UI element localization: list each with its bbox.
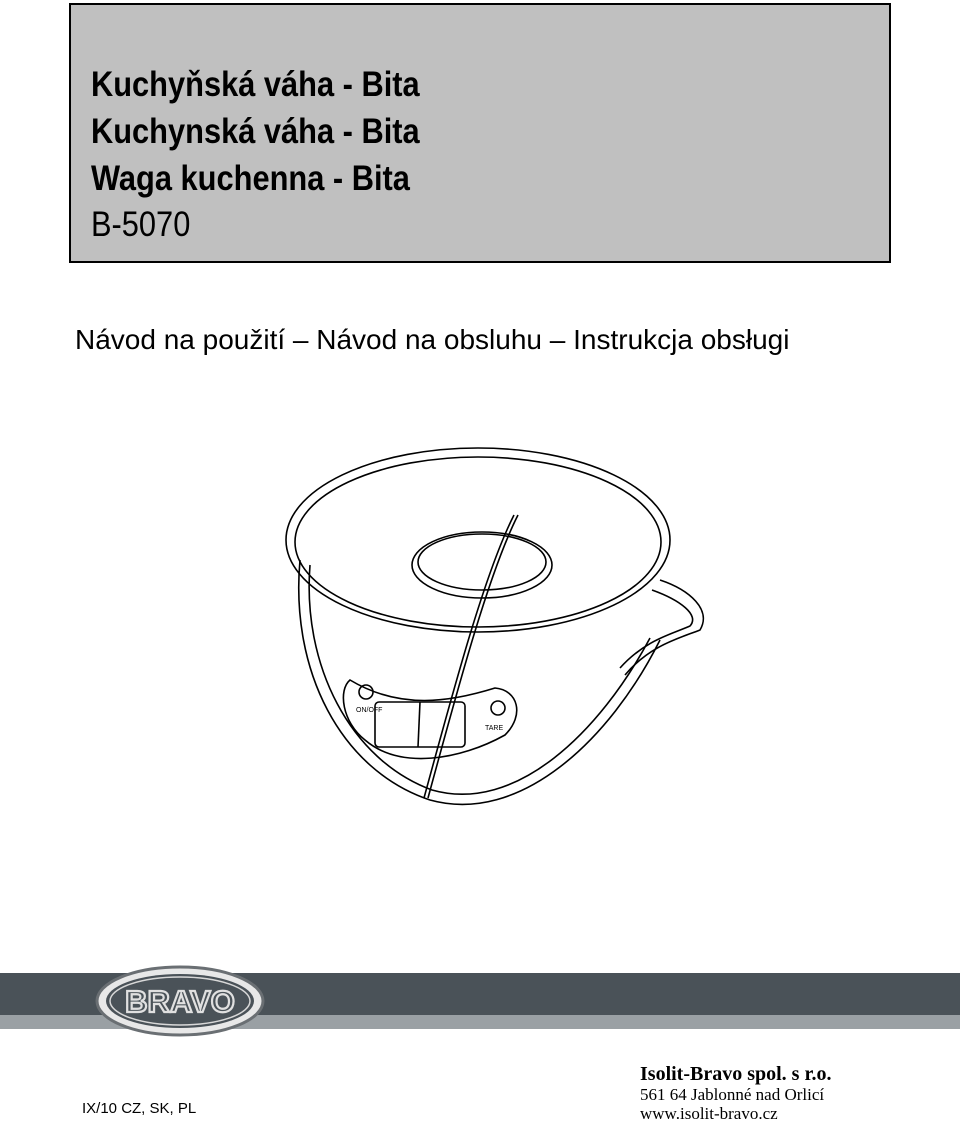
bravo-logo [95, 965, 265, 1037]
company-address: 561 64 Jablonné nad Orlicí [640, 1085, 825, 1104]
button-tare-label: TARE [485, 725, 504, 732]
manual-subtitle: Návod na použití – Návod na obsluhu – Instrukcja obsługi [75, 324, 790, 355]
title-czech: Kuchyňská váha - Bita [91, 65, 420, 104]
button-on-off-label: ON/OFF [356, 707, 383, 714]
title-box [69, 3, 891, 263]
kitchen-scale-illustration [280, 440, 720, 820]
title-polish: Waga kuchenna - Bita [91, 159, 410, 198]
company-name: Isolit-Bravo spol. s r.o. [640, 1063, 832, 1085]
title-slovak: Kuchynská váha - Bita [91, 112, 420, 151]
edition-code: IX/10 CZ, SK, PL [82, 1100, 197, 1117]
company-info [640, 1063, 832, 1123]
model-number: B-5070 [91, 205, 191, 244]
logo-text: BRAVO [125, 984, 235, 1019]
company-website[interactable]: www.isolit-bravo.cz [640, 1104, 778, 1123]
